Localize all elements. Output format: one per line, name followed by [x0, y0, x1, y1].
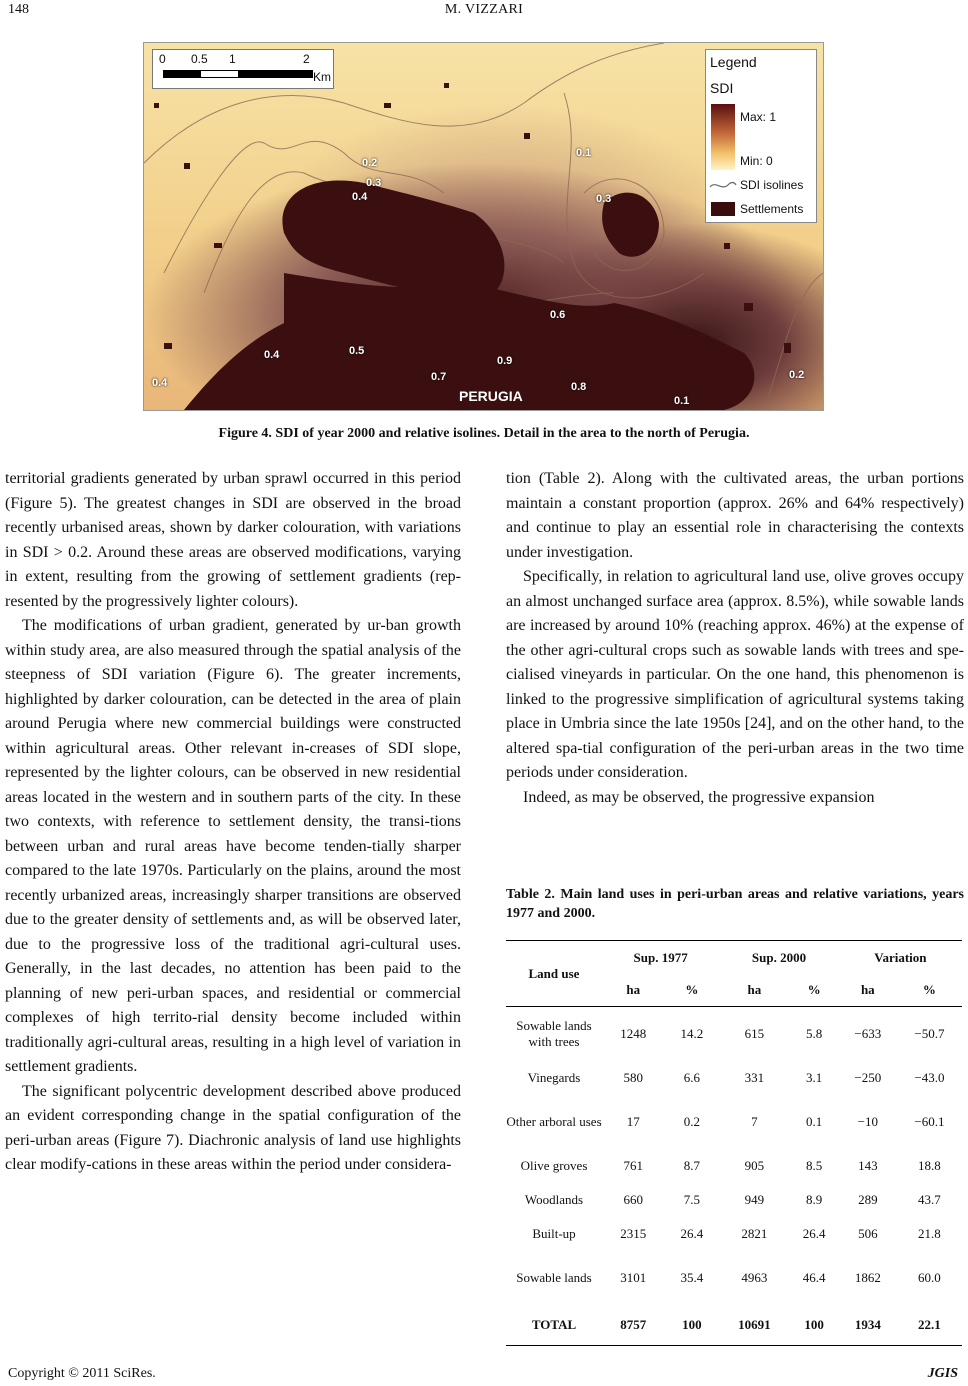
cell: 7 — [751, 1114, 758, 1129]
figure-caption: Figure 4. SDI of year 2000 and relative isolines. Detail in the area to the north of Perugia. — [218, 426, 750, 441]
cell: 1934 — [839, 1305, 897, 1346]
scale-unit: Km — [313, 70, 331, 84]
legend-max-label: Max: 1 — [740, 110, 777, 124]
isoline-label: 0.4 — [152, 377, 168, 389]
cell: 0.1 — [806, 1114, 823, 1129]
col-group-1977: Sup. 1977 — [602, 941, 719, 975]
sdi-map-figure — [143, 42, 824, 411]
isoline-label: 0.6 — [550, 309, 566, 321]
settlements-symbol — [711, 202, 735, 216]
right-paragraph-3: Indeed, as may be observed, the progressive expansion — [523, 788, 875, 806]
cell: 100 — [665, 1305, 720, 1346]
legend-sdi-label: SDI — [710, 80, 734, 96]
scale-label-0.5: 0.5 — [191, 52, 208, 66]
cell: 506 — [858, 1226, 878, 1241]
subheader: % — [790, 974, 839, 1007]
isoline-label: 0.4 — [264, 349, 280, 361]
cell: −60.1 — [914, 1114, 945, 1129]
scale-label-2: 2 — [303, 52, 310, 66]
cell: 949 — [744, 1192, 765, 1207]
isoline-label: 0.1 — [576, 147, 592, 159]
cell: 143 — [858, 1158, 878, 1173]
journal-name: JGIS — [927, 1366, 958, 1381]
cell: 22.1 — [897, 1305, 962, 1346]
cell: 10691 — [719, 1305, 789, 1346]
subheader: ha — [602, 974, 665, 1007]
cell: 331 — [744, 1070, 765, 1085]
page-number: 148 — [8, 2, 29, 17]
cell: 1248 — [620, 1026, 647, 1041]
isoline-label: 0.3 — [596, 193, 612, 205]
cell: 26.4 — [680, 1226, 704, 1241]
cell: 2315 — [620, 1226, 647, 1241]
right-paragraph-2: Specifically, in relation to agricultural land use, olive groves occupy an almost unchanged surface area (approx. 8.5%), while sowable lands are increased by around 10% (reaching approx. 46%) at the expense of the other agri-cultural crops such as sowable lands with trees and spe-cialised vineyards in particular. On the one hand, this phenomenon is linked to the progressive simplification of agricultural systems taking place in Umbria since the late 1950s [24], and on the other hand, to the altered spa-tial configuration of the peri-urban areas in the two time periods under consideration. — [506, 568, 964, 781]
map-legend — [705, 49, 817, 223]
table-caption: Table 2. Main land uses in peri-urban areas and relative variations, years 1977 and 2000. — [506, 887, 964, 921]
cell: 35.4 — [680, 1270, 704, 1285]
cell: 8757 — [602, 1305, 665, 1346]
scale-label-0: 0 — [159, 52, 166, 66]
table-row — [506, 1251, 962, 1305]
land-use-table — [506, 940, 962, 1346]
city-label: PERUGIA — [459, 388, 523, 404]
scale-bar-graphic — [163, 70, 313, 78]
cell: 26.4 — [802, 1226, 826, 1241]
cell: 5.8 — [806, 1026, 823, 1041]
left-paragraph-2: The modifications of urban gradient, generated by ur-ban growth within study area, are also measured through the spatial analysis of the steepness of SDI variation (Figure 6). The greater increments, highlighted by darker colouration, can be detected in the area of plain around Perugia where new commercial buildings were constructed within agricultural areas. Other relevant in-creases of SDI slope, represented by the lighter colours, can be observed in new residential areas located in the western and in southern parts of the city. In these two contexts, with reference to settlement density, the transi-tions between urban and rural areas have become tenden-tially sharper compared to the late 1970s. Particularly on the plains, around the most recently urbanized areas, increasingly sharper transitions are observed due to the greater density of settlements and, as will be observed later, due to the progressive loss of the traditional agri-cultural uses. Generally, in the last decades, no attention has been paid to the planning of new peri-urban spaces, and residential or commercial complexes of high territo-rial density become included within traditionally agri-cultural areas, resulting in a high level of variation in settlement gradients. — [5, 617, 461, 1075]
cell-land-use: Vinegards — [527, 1070, 581, 1085]
copyright-footer: Copyright © 2011 SciRes. — [8, 1366, 156, 1381]
table-row — [506, 1095, 962, 1149]
right-paragraph-1: tion (Table 2). Along with the cultivated areas, the urban portions maintain a constant proportion (approx. 26% and 64% respectively) and continue to play an essential role in characterising the contexts under investigation. — [506, 470, 964, 561]
cell: −633 — [854, 1026, 882, 1041]
isoline-label: 0.7 — [431, 371, 447, 383]
table-row — [506, 1149, 962, 1183]
cell: 60.0 — [918, 1270, 941, 1285]
isoline-label: 0.5 — [349, 345, 365, 357]
subheader: % — [665, 974, 720, 1007]
subheader: ha — [839, 974, 897, 1007]
isoline-label: 0.2 — [789, 369, 805, 381]
cell: 8.9 — [806, 1192, 823, 1207]
isoline-label: 0.1 — [674, 395, 690, 407]
cell: 21.8 — [918, 1226, 941, 1241]
cell: 18.8 — [918, 1158, 941, 1173]
cell: 660 — [623, 1192, 644, 1207]
right-column — [506, 467, 964, 810]
left-paragraph-1: territorial gradients generated by urban sprawl occurred in this period (Figure 5). The greatest changes in SDI are observed in the broad recently urbanised areas, shown by darker colouration, with variations in SDI > 0.2. Around these areas are observed modifications, varying in extent, resulting from the growing of settlement gradients (rep-resented by the progressively lighter colours). — [5, 470, 461, 610]
cell: 46.4 — [802, 1270, 826, 1285]
cell: 3.1 — [806, 1070, 823, 1085]
cell: 0.2 — [683, 1114, 701, 1129]
isoline-label: 0.9 — [497, 355, 513, 367]
cell: 4963 — [741, 1270, 768, 1285]
cell: 2821 — [741, 1226, 768, 1241]
table-row — [506, 1007, 962, 1062]
isoline-label: 0.4 — [352, 191, 368, 203]
cell: 905 — [744, 1158, 765, 1173]
cell-land-use: Sowable lands — [516, 1270, 592, 1285]
table-row — [506, 1061, 962, 1095]
subheader: ha — [719, 974, 789, 1007]
isoline-symbol — [709, 179, 737, 193]
col-land-use: Land use — [506, 941, 602, 1007]
cell: 7.5 — [683, 1192, 701, 1207]
cell: 1862 — [854, 1270, 881, 1285]
legend-title: Legend — [710, 54, 757, 70]
sdi-color-ramp — [711, 104, 735, 170]
scale-label-1: 1 — [229, 52, 236, 66]
cell: 289 — [858, 1192, 878, 1207]
isoline-label: 0.2 — [362, 157, 378, 169]
col-group-2000: Sup. 2000 — [719, 941, 839, 975]
cell-land-use: TOTAL — [506, 1305, 602, 1346]
legend-settlements-label: Settlements — [740, 202, 804, 216]
table-total-row — [506, 1305, 962, 1346]
cell: −50.7 — [914, 1026, 945, 1041]
cell: 100 — [790, 1305, 839, 1346]
isoline-label: 0.3 — [366, 177, 382, 189]
cell: −43.0 — [914, 1070, 945, 1085]
subheader: % — [897, 974, 962, 1007]
legend-min-label: Min: 0 — [740, 154, 773, 168]
cell-land-use: Built-up — [532, 1226, 576, 1241]
cell: 17 — [626, 1114, 640, 1129]
cell: −250 — [854, 1070, 882, 1085]
cell-land-use: Olive groves — [520, 1158, 588, 1173]
cell: 6.6 — [683, 1070, 701, 1085]
isoline-label: 0.8 — [571, 381, 587, 393]
cell: 580 — [623, 1070, 644, 1085]
cell: 615 — [744, 1026, 765, 1041]
col-group-variation: Variation — [839, 941, 962, 975]
cell: 8.5 — [806, 1158, 823, 1173]
running-head-author: M. VIZZARI — [444, 2, 524, 17]
left-paragraph-3: The significant polycentric development described above produced an evident corresponding change in the spatial configuration of the peri-urban areas (Figure 7). Diachronic analysis of land use highlights clear modify-cations in these areas within the period under considera- — [5, 1082, 461, 1173]
cell: 3101 — [620, 1270, 647, 1285]
scale-bar — [152, 49, 334, 89]
cell: −10 — [857, 1114, 878, 1129]
cell: 43.7 — [918, 1192, 941, 1207]
cell-land-use: Sowable lands with trees — [516, 1018, 592, 1049]
cell: 8.7 — [683, 1158, 701, 1173]
cell: 761 — [623, 1158, 644, 1173]
table-row — [506, 1183, 962, 1217]
left-column — [5, 467, 461, 1178]
cell-land-use: Other arboral uses — [506, 1114, 602, 1129]
table-row — [506, 1217, 962, 1251]
cell-land-use: Woodlands — [524, 1192, 584, 1207]
legend-isolines-label: SDI isolines — [740, 178, 804, 192]
cell: 14.2 — [680, 1026, 704, 1041]
